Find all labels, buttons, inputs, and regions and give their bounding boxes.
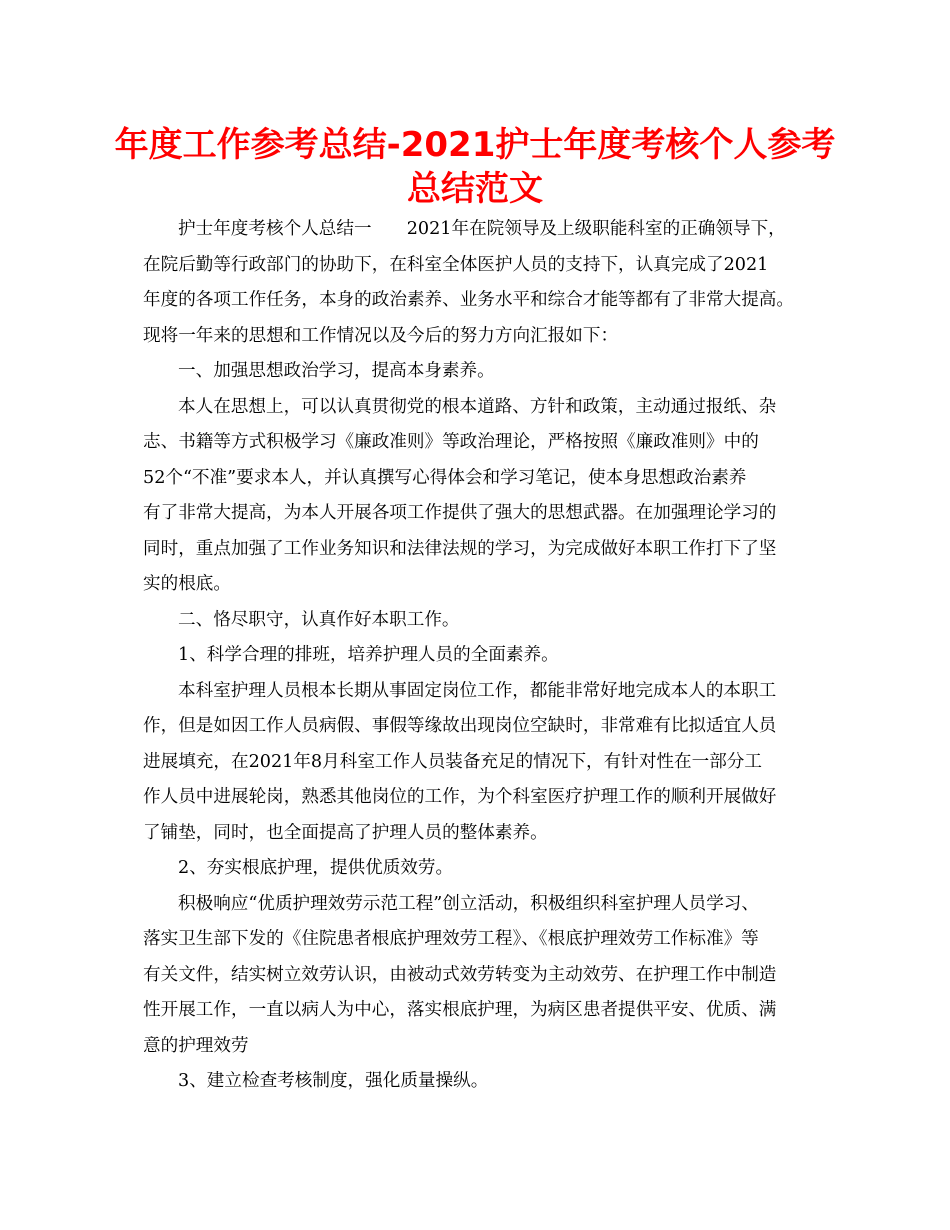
- subsection-heading: 3、建立检查考核制度，强化质量操纵。: [178, 1071, 489, 1091]
- body-line: 积极响应“优质护理效劳示范工程”创立活动，积极组织科室护理人员学习、: [178, 893, 759, 914]
- body-line: 现将一年来的思想和工作情况以及今后的努力方向汇报如下：: [143, 325, 619, 346]
- body-line: 作，但是如因工作人员病假、事假等缘故出现岗位空缺时，非常难有比拟适宜人员: [143, 716, 777, 736]
- body-line: 护士年度考核个人总结一 2021年在院领导及上级职能科室的正确领导下，: [178, 219, 786, 239]
- document-body: [143, 212, 813, 1100]
- subsection-heading: 2、夯实根底护理，提供优质效劳。: [178, 858, 454, 878]
- body-line: 本科室护理人员根本长期从事固定岗位工作，都能非常好地完成本人的本职工: [178, 680, 777, 701]
- body-line: 进展填充，在2021年8月科室工作人员装备充足的情况下，有针对性在一部分工: [143, 751, 762, 772]
- body-line: 有了非常大提高，为本人开展各项工作提供了强大的思想武器。在加强理论学习的: [143, 503, 777, 523]
- body-line: 性开展工作，一直以病人为中心，落实根底护理，为病区患者提供平安、优质、满: [143, 1000, 777, 1020]
- body-line: 了铺垫，同时，也全面提高了护理人员的整体素养。: [143, 822, 548, 843]
- subsection-heading: 1、科学合理的排班，培养护理人员的全面素养。: [178, 645, 559, 665]
- body-line: 在院后勤等行政部门的协助下，在科室全体医护人员的支持下，认真完成了2021: [143, 254, 769, 275]
- body-line: 实的根底。: [143, 574, 231, 594]
- body-line: 志、书籍等方式积极学习《廉政准则》等政治理论，严格按照《廉政准则》中的: [143, 432, 759, 452]
- body-line: 落实卫生部下发的《住院患者根底护理效劳工程》、《根底护理效劳工作标准》等: [143, 929, 759, 949]
- section-heading: 二、恪尽职守，认真作好本职工作。: [178, 609, 460, 630]
- document-title-line-2: 总结范文: [407, 169, 543, 209]
- body-line: 作人员中进展轮岗，熟悉其他岗位的工作，为个科室医疗护理工作的顺利开展做好: [143, 787, 777, 807]
- body-line: 同时，重点加强了工作业务知识和法律法规的学习，为完成做好本职工作打下了坚: [143, 538, 777, 559]
- body-line: 年度的各项工作任务，本身的政治素养、业务水平和综合才能等都有了非常大提高。: [143, 290, 794, 310]
- document-title-line-1: 年度工作参考总结-2021护士年度考核个人参考: [114, 125, 836, 165]
- body-line: 意的护理效劳: [143, 1035, 249, 1056]
- body-line: 本人在思想上，可以认真贯彻党的根本道路、方针和政策，主动通过报纸、杂: [178, 396, 777, 417]
- body-line: 52个“不准”要求本人，并认真撰写心得体会和学习笔记，使本身思想政治素养: [143, 467, 747, 488]
- section-heading: 一、加强思想政治学习，提高本身素养。: [178, 361, 495, 381]
- body-line: 有关文件，结实树立效劳认识，由被动式效劳转变为主动效劳、在护理工作中制造: [143, 964, 777, 985]
